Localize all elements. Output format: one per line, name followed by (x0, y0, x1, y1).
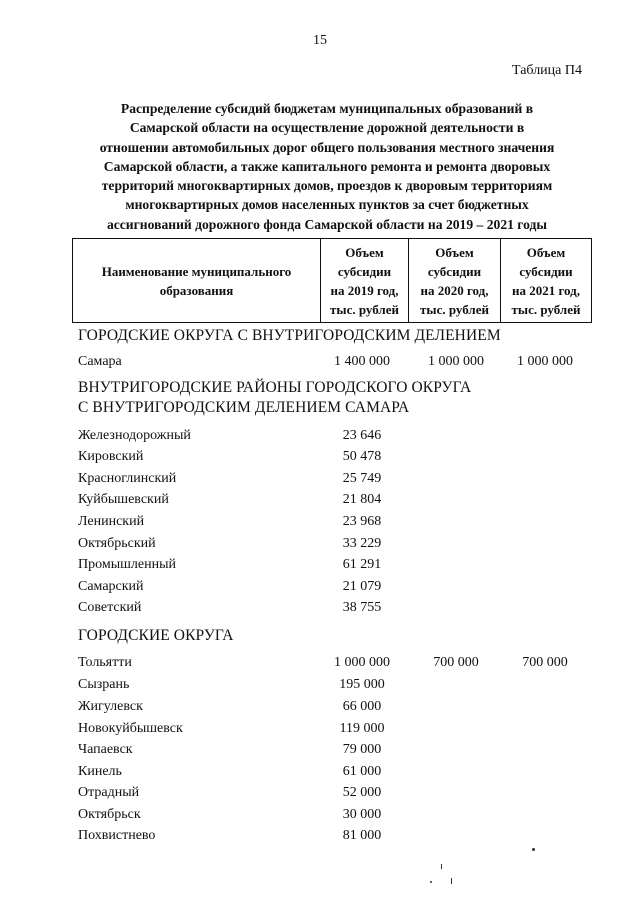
row-value-2019: 23 968 (342, 514, 382, 529)
row-name: Чапаевск (78, 742, 133, 757)
row-value-2019: 21 079 (342, 579, 382, 594)
table-row (0, 697, 640, 717)
table-row (0, 352, 640, 372)
row-name: Самарский (78, 579, 144, 594)
row-name: Красноглинский (78, 471, 177, 486)
scan-speck (451, 878, 452, 884)
column-header-2019: Объем субсидии на 2019 год, тыс. рублей (321, 239, 409, 323)
row-name: Тольятти (78, 655, 132, 670)
row-value-2019: 21 804 (342, 492, 382, 507)
table-row (0, 534, 640, 554)
row-value-2019: 52 000 (342, 785, 382, 800)
row-value-2020: 700 000 (433, 655, 479, 670)
scan-speck (532, 848, 535, 851)
row-name: Ленинский (78, 514, 145, 529)
section-heading: ГОРОДСКИЕ ОКРУГА С ВНУТРИГОРОДСКИМ ДЕЛЕНИЕМ (78, 327, 501, 344)
table-row (0, 762, 640, 782)
table-row (0, 826, 640, 846)
section-heading: ГОРОДСКИЕ ОКРУГА (78, 627, 234, 644)
title-line: ассигнований дорожного фонда Самарской области на 2019 – 2021 годы (106, 216, 548, 232)
row-name: Куйбышевский (78, 492, 169, 507)
row-value-2019: 23 646 (342, 428, 382, 443)
table-row (0, 426, 640, 446)
row-name: Железнодорожный (78, 428, 191, 443)
row-name: Промышленный (78, 557, 176, 572)
row-value-2019: 1 000 000 (334, 655, 390, 670)
scan-speck (441, 864, 442, 869)
row-name: Сызрань (78, 677, 130, 692)
table-row (0, 805, 640, 825)
table-row (0, 653, 640, 673)
row-value-2019: 50 478 (342, 449, 382, 464)
column-header-2020: Объем субсидии на 2020 год, тыс. рублей (409, 239, 501, 323)
document-title (62, 99, 592, 234)
table-row (0, 512, 640, 532)
row-name: Жигулевск (78, 699, 143, 714)
row-value-2019: 79 000 (342, 742, 382, 757)
row-value-2020: 1 000 000 (428, 354, 484, 369)
row-name: Советский (78, 600, 142, 615)
row-value-2019: 61 000 (342, 764, 382, 779)
table-header (72, 238, 592, 323)
row-value-2021: 700 000 (522, 655, 568, 670)
column-header-name: Наименование муниципального образования (73, 239, 321, 323)
row-name: Похвистнево (78, 828, 156, 843)
row-name: Октябрьск (78, 807, 141, 822)
row-value-2019: 30 000 (342, 807, 382, 822)
row-value-2019: 195 000 (339, 677, 385, 692)
row-value-2019: 33 229 (342, 536, 382, 551)
row-name: Октябрьский (78, 536, 156, 551)
table-row (0, 783, 640, 803)
row-name: Отрадный (78, 785, 140, 800)
table-row (0, 555, 640, 575)
section-heading: ВНУТРИГОРОДСКИЕ РАЙОНЫ ГОРОДСКОГО ОКРУГА С ВНУТРИГОРОДСКИМ ДЕЛЕНИЕМ САМАРА (78, 379, 472, 416)
table-row (0, 469, 640, 489)
row-value-2019: 66 000 (342, 699, 382, 714)
table-row (0, 719, 640, 739)
title-line: многоквартирных домов населенных пунктов за счет бюджетных (125, 197, 529, 213)
table-row (0, 447, 640, 467)
column-header-2021: Объем субсидии на 2021 год, тыс. рублей (501, 239, 592, 323)
title-line: Самарской области на осуществление дорожной деятельности в (129, 120, 525, 136)
table-row (0, 675, 640, 695)
title-line: территорий многоквартирных домов, проездов к дворовым территориям (101, 178, 553, 194)
table-row (0, 577, 640, 597)
table-row (0, 740, 640, 760)
row-value-2019: 1 400 000 (334, 354, 390, 369)
row-value-2019: 61 291 (342, 557, 382, 572)
table-label: Таблица П4 (512, 63, 582, 78)
table-row (0, 598, 640, 618)
row-name: Новокуйбышевск (78, 721, 183, 736)
row-value-2019: 81 000 (342, 828, 382, 843)
title-line: Распределение субсидий бюджетам муниципальных образований в (120, 101, 534, 116)
row-value-2019: 25 749 (342, 471, 382, 486)
row-name: Кировский (78, 449, 144, 464)
row-name: Кинель (78, 764, 122, 779)
scan-speck (430, 881, 432, 883)
row-value-2019: 38 755 (342, 600, 382, 615)
row-name: Самара (78, 354, 122, 369)
row-value-2019: 119 000 (339, 721, 385, 736)
title-line: отношении автомобильных дорог общего пользования местного значения (99, 139, 555, 155)
title-line: Самарской области, а также капитального ремонта и ремонта дворовых (103, 158, 551, 174)
row-value-2021: 1 000 000 (517, 354, 573, 369)
table-row (0, 490, 640, 510)
page-number: 15 (313, 33, 327, 48)
